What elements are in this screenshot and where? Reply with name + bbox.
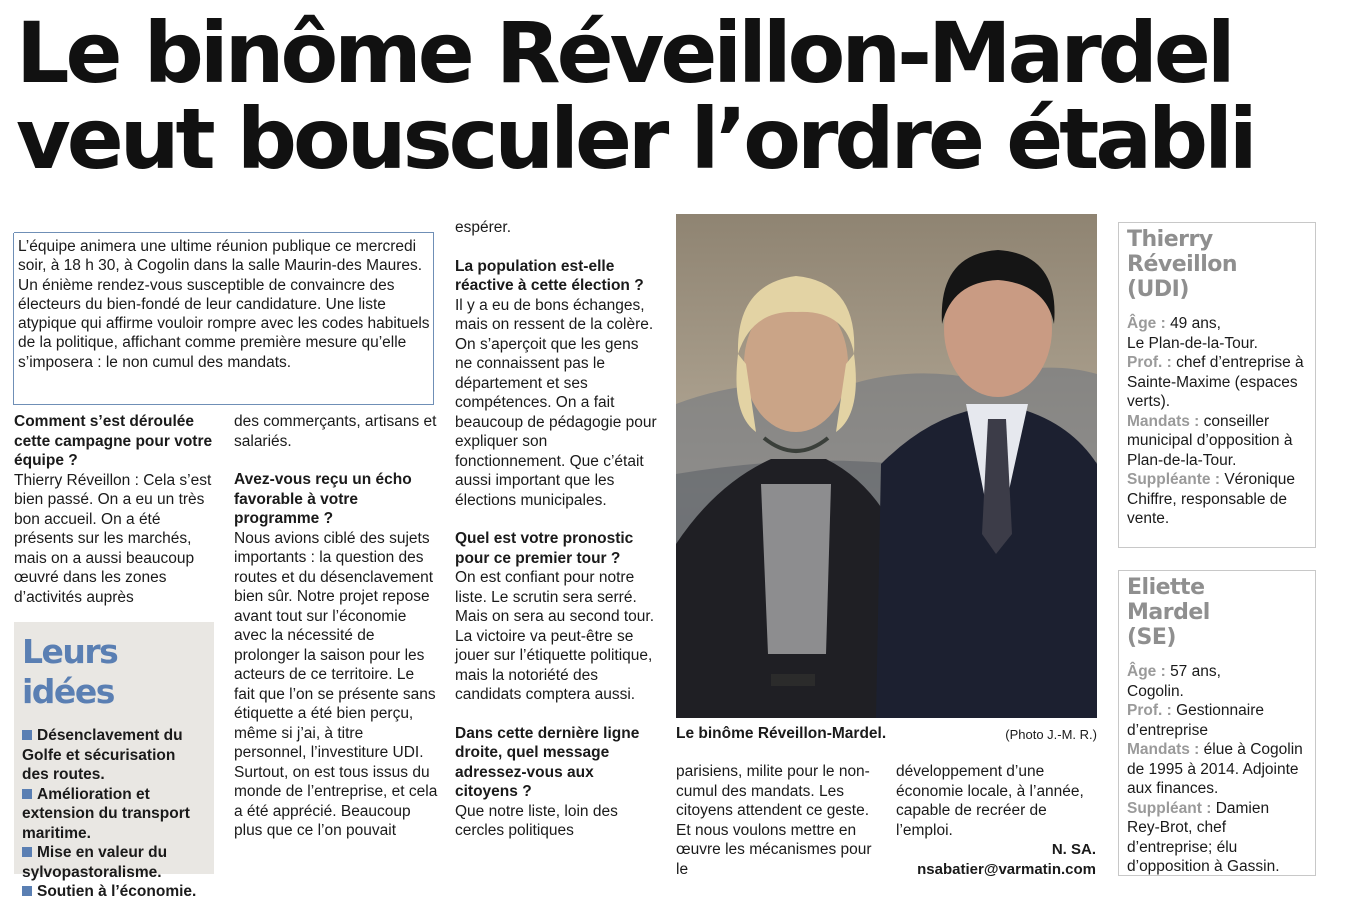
article-column-1 bbox=[14, 412, 214, 607]
question-2: Avez-vous reçu un écho favorable à votre programme ? bbox=[234, 471, 412, 527]
profile-card-mardel bbox=[1118, 570, 1316, 876]
profile-mandates: Mandats : conseiller municipal d’opposition à Plan-de-la-Tour. bbox=[1127, 412, 1293, 469]
author-initials: N. SA. bbox=[1051, 841, 1096, 858]
headline bbox=[16, 4, 1346, 188]
profile-name: Eliette Mardel (SE) bbox=[1127, 575, 1210, 650]
answer-1-part-1: Thierry Réveillon : Cela s’est bien passé. On a eu un très bon accueil. On a été présents sur les marchés, mais on a aussi beaucoup œuvré dans les zones d’activités auprès bbox=[14, 471, 212, 606]
ideas-box bbox=[14, 622, 214, 900]
bullet-square-icon bbox=[22, 886, 32, 896]
bullet-square-icon bbox=[22, 847, 32, 857]
ideas-title: Leurs idées bbox=[22, 632, 118, 711]
article-column-4 bbox=[676, 762, 881, 879]
photo-credit: (Photo J.-M. R.) bbox=[1005, 727, 1097, 742]
headline-line-1: Le binôme Réveillon-Mardel bbox=[16, 4, 1232, 102]
profile-name: Thierry Réveillon (UDI) bbox=[1127, 227, 1238, 302]
answer-1-part-2: des commerçants, artisans et salariés. bbox=[234, 413, 437, 450]
answer-5-part-1: Que notre liste, loin des cercles politiques bbox=[455, 802, 618, 839]
question-3: La population est-elle réactive à cette élection ? bbox=[455, 257, 644, 294]
article-column-3 bbox=[455, 218, 660, 841]
idea-item: Amélioration et extension du transport maritime. bbox=[22, 785, 190, 842]
article-lead: L’équipe animera une ultime réunion publique ce mercredi soir, à 18 h 30, à Cogolin dans la salle Maurin-des Maures. Un énième rendez-vous susceptible de convaincre des électeurs du bien-fondé de leur candidature. Une liste atypique qui affirme vouloir rompre avec les codes habituels de la politique, affichant comme première mesure qu’elle s’imposera : le non cumul des mandats. bbox=[14, 232, 434, 404]
profile-city: Le Plan-de-la-Tour. bbox=[1127, 334, 1258, 352]
photo-caption-text: Le binôme Réveillon-Mardel. bbox=[676, 725, 887, 742]
answer-5-part-3: développement d’une économie locale, à l’année, capable de recréer de l’emploi. bbox=[896, 763, 1084, 839]
headline-line-2: veut bousculer l’ordre établi bbox=[16, 90, 1254, 188]
photo-caption bbox=[676, 724, 1097, 743]
idea-item: Soutien à l’économie. bbox=[22, 882, 206, 902]
profile-profession: Prof. : chef d’entreprise à Sainte-Maxime (espaces verts). bbox=[1127, 354, 1304, 410]
candidates-photo-image bbox=[676, 214, 1097, 718]
profile-profession: Prof. : Gestionnaire d’entreprise bbox=[1127, 702, 1264, 739]
answer-2: Nous avions ciblé des sujets importants : la question des routes et du désenclavement bien sûr. Notre projet repose avant tout sur l’économie avec la nécessité de prolonger la saison pour les acteurs de ce territoire. Le fait que l’on se présente sans étiquette a été bien perçu, même si j’ai, à titre personnel, l’investiture UDI. Surtout, on est tous issus du monde de l’entreprise, et cela a été apprécié. Beaucoup plus que ce l’on pouvait bbox=[234, 529, 438, 839]
answer-5-part-2: parisiens, milite pour le non-cumul des mandats. Les citoyens attendent ce geste. Et nous voulons mettre en œuvre les mécanismes pour le bbox=[676, 763, 872, 878]
profile-age: Âge : 57 ans, bbox=[1127, 663, 1221, 680]
article-column-2 bbox=[234, 412, 439, 841]
article-column-5 bbox=[896, 762, 1096, 840]
question-1: Comment s’est déroulée cette campagne pour votre équipe ? bbox=[14, 413, 213, 469]
profile-substitute: Suppléant : Damien Rey-Brot, chef d’entreprise; élu d’opposition à Gassin. bbox=[1127, 799, 1280, 875]
idea-item: Mise en valeur du sylvopastoralisme. bbox=[22, 844, 168, 881]
idea-item: Désenclavement du Golfe et sécurisation des routes. bbox=[22, 727, 183, 783]
candidates-photo bbox=[676, 214, 1097, 718]
profile-mandates: Mandats : élue à Cogolin de 1995 à 2014. Adjointe aux finances. bbox=[1127, 741, 1303, 797]
question-5: Dans cette dernière ligne droite, quel message adressez-vous aux citoyens ? bbox=[455, 724, 640, 800]
profile-city: Cogolin. bbox=[1127, 682, 1184, 700]
answer-2-end: espérer. bbox=[455, 219, 512, 236]
profile-card-reveillon bbox=[1118, 222, 1316, 548]
profile-substitute: Suppléante : Véronique Chiffre, responsable de vente. bbox=[1127, 471, 1295, 527]
author-signature bbox=[896, 840, 1096, 880]
bullet-square-icon bbox=[22, 789, 32, 799]
author-email: nsabatier@varmatin.com bbox=[917, 861, 1096, 878]
bullet-square-icon bbox=[22, 730, 32, 740]
answer-3: Il y a eu de bons échanges, mais on ressent de la colère. On s’aperçoit que les gens ne connaissent pas le département et ses compétences. On a fait beaucoup de pédagogie pour expliquer son fonctionnement. Que c’était aussi important que les élections municipales. bbox=[455, 296, 657, 509]
answer-4: On est confiant pour notre liste. Le scrutin sera serré. Mais on sera au second tour. La victoire va peut-être se jouer sur l’étiquette politique, mais la notoriété des candidats comptera aussi. bbox=[455, 569, 655, 703]
question-4: Quel est votre pronostic pour ce premier tour ? bbox=[455, 530, 634, 567]
profile-age: Âge : 49 ans, bbox=[1127, 315, 1221, 332]
